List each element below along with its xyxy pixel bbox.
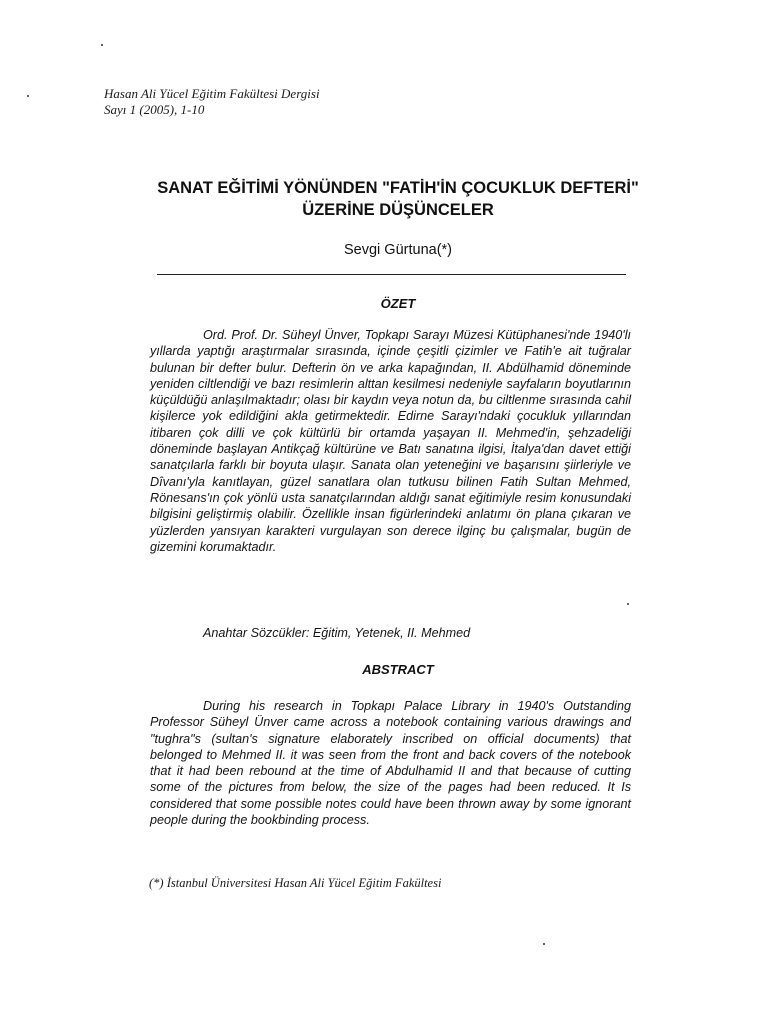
author-affiliation-footnote: (*) İstanbul Üniversitesi Hasan Ali Yücel Eğitim Fakültesi bbox=[149, 876, 442, 890]
author-name: Sevgi Gürtuna(*) bbox=[344, 242, 452, 258]
ozet-paragraph: Ord. Prof. Dr. Süheyl Ünver, Topkapı Sarayı Müzesi Kütüphanesi'nde 1940'lı yıllarda yaptığı araştırmalar sırasında, içinde çeşitli çizimler ve Fatih'e ait tuğralar bulunan bir defter bulur. Defterin ön ve arka kapağından, II. Abdülhamid döneminde yeniden ciltlendiği ve bazı resimlerin alttan kesilmesi nedeniyle sayfaların boyutlarının küçüldüğü anlaşılmaktadır; olası bir kaydın veya notun da, bu ciltlenme sırasında cahil kişilerce yok edildiğini akla getirmektedir. Edirne Sarayı'ndaki çocukluk yıllarından itibaren çok dilli ve çok kültürlü bir ortamda yaşayan II. Mehmed'in, şehzadeliği döneminde başlayan Antikçağ kültürüne ve Batı sanatına ilgisi, İtalya'dan davet ettiği sanatçılarla farklı bir boyuta ulaşır. Sanata olan yeteneğini ve başarısını şiirleriyle ve Dîvanı'yla kanıtlayan, güzel sanatlara olan tutkusu bilinen Fatih Sultan Mehmed, Rönesans'ın çok yönlü usta sanatçılarından aldığı sanat eğitimiyle resim konusundaki bilgisini geliştirmiş olabilir. Özellikle insan figürlerindeki anlatımı ön plana çıkaran ve yüzlerden yansıyan karakteri vurgulayan son derece ilginç bu çalışmalar, bugün de gizemini korumaktadır. bbox=[150, 328, 631, 554]
article-title bbox=[100, 177, 696, 221]
journal-issue: Sayı 1 (2005), 1-10 bbox=[104, 102, 205, 117]
scan-speck bbox=[627, 603, 629, 605]
title-line-1: SANAT EĞİTİMİ YÖNÜNDEN "FATİH'İN ÇOCUKLUK DEFTERİ" bbox=[157, 179, 639, 197]
keywords-line: Anahtar Sözcükler: Eğitim, Yetenek, II. Mehmed bbox=[203, 626, 471, 640]
journal-header bbox=[104, 86, 320, 118]
title-line-2: ÜZERİNE DÜŞÜNCELER bbox=[302, 201, 494, 219]
abstract-paragraph: During his research in Topkapı Palace Library in 1940's Outstanding Professor Süheyl Ünver came across a notebook containing various drawings and "tughra"s (sultan's signature elaborately inscribed on official documents) that belonged to Mehmed II. it was seen from the front and back covers of the notebook that it had been rebound at the time of Abdulhamid II and that because of cutting some of the pictures from below, the size of the pages had been reduced. It Is considered that some possible notes could have been thrown away by some ignorant people during the bookbinding process. bbox=[150, 699, 631, 828]
scan-speck bbox=[101, 44, 103, 46]
scan-speck bbox=[27, 95, 29, 97]
journal-name: Hasan Ali Yücel Eğitim Fakültesi Dergisi bbox=[104, 86, 320, 101]
scan-speck bbox=[543, 943, 545, 945]
ozet-heading: ÖZET bbox=[380, 296, 416, 311]
abstract-heading: ABSTRACT bbox=[362, 662, 434, 677]
title-divider bbox=[157, 274, 626, 275]
